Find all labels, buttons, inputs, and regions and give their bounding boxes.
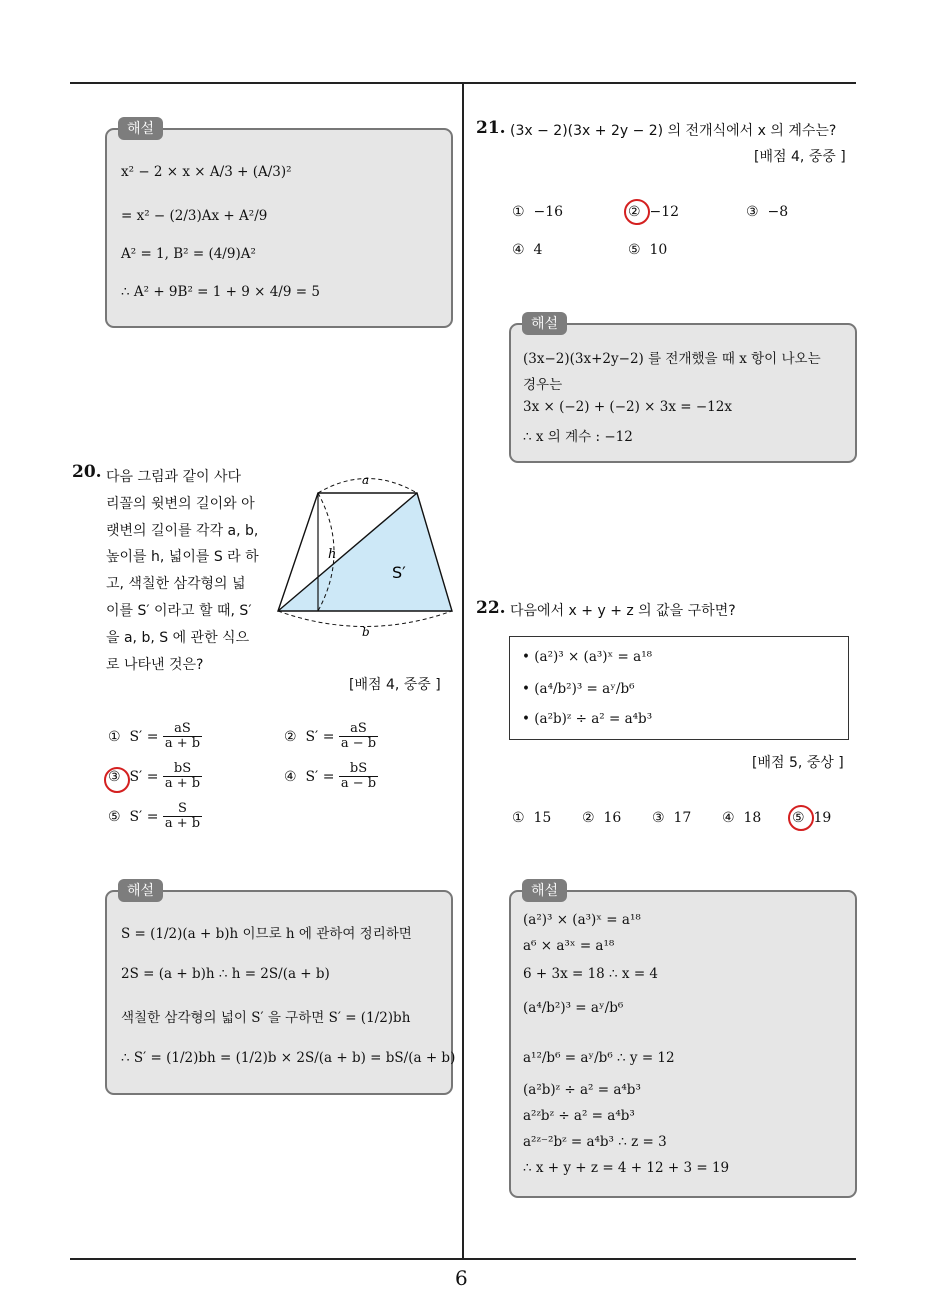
option-21-5[interactable] xyxy=(628,242,667,258)
question-number-22: 22. xyxy=(476,598,506,618)
solution-line: 경우는 xyxy=(523,377,563,393)
solution-line: a²ᶻ⁻²bᶻ = a⁴b³ ∴ z = 3 xyxy=(523,1134,667,1150)
option-22-3[interactable] xyxy=(652,810,691,826)
option-mark: ④ xyxy=(284,768,297,785)
solution-line: A² = 1, B² = (4/9)A² xyxy=(121,246,256,262)
score-21: [배점 4, 중중 ] xyxy=(754,149,846,165)
question-line: 랫변의 길이를 각각 a, b, xyxy=(106,522,259,539)
option-lhs: S′ = xyxy=(305,728,335,745)
option-lhs: S′ = xyxy=(305,768,335,785)
numerator: aS xyxy=(339,722,378,737)
option-mark: ③ xyxy=(108,768,121,785)
question-line: 고, 색칠한 삼각형의 넓 xyxy=(106,576,246,593)
option-value: 17 xyxy=(673,810,692,826)
solution-box-21 xyxy=(509,323,857,463)
question-text-20 xyxy=(106,464,259,678)
option-fraction xyxy=(339,762,378,792)
option-mark: ③ xyxy=(746,204,759,220)
solution-line: (3x−2)(3x+2y−2) 를 전개했을 때 x 항이 나오는 xyxy=(523,351,821,367)
option-mark: ② xyxy=(284,728,297,745)
solution-line: ∴ A² + 9B² = 1 + 9 × 4/9 = 5 xyxy=(121,284,320,300)
option-mark: ⑤ xyxy=(792,810,805,826)
solution-box-22 xyxy=(509,890,857,1198)
option-mark: ① xyxy=(108,728,121,745)
option-21-4[interactable] xyxy=(512,242,542,258)
solution-line: x² − 2 × x × A/3 + (A/3)² xyxy=(121,164,292,180)
option-22-1[interactable] xyxy=(512,810,551,826)
option-mark: ② xyxy=(582,810,595,826)
option-fraction xyxy=(163,722,202,752)
option-value: 4 xyxy=(533,242,543,258)
question-line: 로 나타낸 것은? xyxy=(106,656,204,673)
option-value: 15 xyxy=(533,810,552,826)
option-22-2[interactable] xyxy=(582,810,621,826)
bottom-rule xyxy=(70,1258,856,1260)
question-line: 이를 S′ 이라고 할 때, S′ xyxy=(106,602,252,619)
solution-line: = x² − (2/3)Ax + A²/9 xyxy=(121,208,268,224)
solution-line: 색칠한 삼각형의 넓이 S′ 을 구하면 S′ = (1/2)bh xyxy=(121,1010,411,1026)
question-text-22: 다음에서 x + y + z 의 값을 구하면? xyxy=(510,603,736,619)
option-mark: ② xyxy=(628,204,641,220)
solution-line: S = (1/2)(a + b)h 이므로 h 에 관하여 정리하면 xyxy=(121,926,412,942)
option-value: −12 xyxy=(649,204,680,220)
solution-box-19 xyxy=(105,128,453,328)
question-line: 높이를 h, 넓이를 S 라 하 xyxy=(106,549,259,566)
option-value: 18 xyxy=(743,810,762,826)
question-number-21: 21. xyxy=(476,118,506,138)
option-lhs: S′ = xyxy=(129,808,159,825)
solution-tag: 해설 xyxy=(522,312,567,335)
denominator: a − b xyxy=(340,776,377,792)
denominator: a − b xyxy=(340,736,377,752)
solution-box-20 xyxy=(105,890,456,1095)
score-22: [배점 5, 중상 ] xyxy=(752,755,844,771)
column-divider xyxy=(462,84,464,1260)
solution-line: a²ᶻbᶻ ÷ a² = a⁴b³ xyxy=(523,1108,635,1124)
solution-line: a⁶ × a³ˣ = a¹⁸ xyxy=(523,938,615,954)
option-fraction xyxy=(163,762,202,792)
option-fraction xyxy=(163,802,202,832)
denominator: a + b xyxy=(164,776,201,792)
option-20-4[interactable] xyxy=(284,762,378,792)
numerator: aS xyxy=(163,722,202,737)
label-h: h xyxy=(328,547,337,562)
option-mark: ⑤ xyxy=(628,242,641,258)
option-21-1[interactable] xyxy=(512,204,563,220)
question-line: 다음 그림과 같이 사다 xyxy=(106,469,242,485)
solution-tag: 해설 xyxy=(118,879,163,902)
option-20-5[interactable] xyxy=(108,802,202,832)
numerator: S xyxy=(163,802,202,817)
solution-line: a¹²/b⁶ = aʸ/b⁶ ∴ y = 12 xyxy=(523,1050,675,1066)
numerator: bS xyxy=(339,762,378,777)
label-s: S′ xyxy=(392,563,406,582)
question-line: 리꼴의 윗변의 길이와 아 xyxy=(106,495,255,512)
option-22-4[interactable] xyxy=(722,810,761,826)
condition-item: • (a²b)ᶻ ÷ a² = a⁴b³ xyxy=(522,711,653,727)
trapezoid-figure xyxy=(270,470,460,640)
denominator: a + b xyxy=(164,736,201,752)
answer-circle-22 xyxy=(788,805,814,831)
option-20-2[interactable] xyxy=(284,722,378,752)
option-fraction xyxy=(339,722,378,752)
label-b: b xyxy=(362,625,370,639)
option-20-1[interactable] xyxy=(108,722,202,752)
solution-line: (a²b)ᶻ ÷ a² = a⁴b³ xyxy=(523,1082,641,1098)
option-value: −8 xyxy=(767,204,789,220)
solution-tag: 해설 xyxy=(118,117,163,140)
shaded-triangle xyxy=(278,493,452,611)
page-number: 6 xyxy=(455,1266,468,1290)
given-conditions-box xyxy=(509,636,849,740)
condition-item: • (a⁴/b²)³ = aʸ/b⁶ xyxy=(522,681,635,697)
solution-line: (a⁴/b²)³ = aʸ/b⁶ xyxy=(523,1000,624,1016)
option-mark: ① xyxy=(512,810,525,826)
answer-circle-21 xyxy=(624,199,650,225)
option-lhs: S′ = xyxy=(129,768,159,785)
option-mark: ① xyxy=(512,204,525,220)
score-20: [배점 4, 중중 ] xyxy=(349,677,441,693)
option-lhs: S′ = xyxy=(129,728,159,745)
denominator: a + b xyxy=(164,816,201,832)
option-value: 19 xyxy=(813,810,832,826)
question-number-20: 20. xyxy=(72,462,102,482)
option-value: 16 xyxy=(603,810,622,826)
condition-item: • (a²)³ × (a³)ˣ = a¹⁸ xyxy=(522,649,653,665)
option-value: 10 xyxy=(649,242,668,258)
solution-line: ∴ S′ = (1/2)bh = (1/2)b × 2S/(a + b) = bS/(a + b) xyxy=(121,1050,456,1066)
option-21-3[interactable] xyxy=(746,204,788,220)
option-mark: ③ xyxy=(652,810,665,826)
question-line: 을 a, b, S 에 관한 식으 xyxy=(106,629,250,646)
solution-line: 3x × (−2) + (−2) × 3x = −12x xyxy=(523,399,732,415)
numerator: bS xyxy=(163,762,202,777)
option-mark: ⑤ xyxy=(108,808,121,825)
solution-line: ∴ x 의 계수 : −12 xyxy=(523,429,633,445)
solution-line: 2S = (a + b)h ∴ h = 2S/(a + b) xyxy=(121,966,330,982)
solution-tag: 해설 xyxy=(522,879,567,902)
question-text-21: (3x − 2)(3x + 2y − 2) 의 전개식에서 x 의 계수는? xyxy=(510,123,837,139)
solution-line: (a²)³ × (a³)ˣ = a¹⁸ xyxy=(523,912,641,928)
option-value: −16 xyxy=(533,204,564,220)
solution-line: 6 + 3x = 18 ∴ x = 4 xyxy=(523,966,659,982)
answer-circle-20 xyxy=(104,767,130,793)
label-a: a xyxy=(362,473,370,487)
option-mark: ④ xyxy=(512,242,525,258)
option-mark: ④ xyxy=(722,810,735,826)
solution-line: ∴ x + y + z = 4 + 12 + 3 = 19 xyxy=(523,1160,730,1176)
